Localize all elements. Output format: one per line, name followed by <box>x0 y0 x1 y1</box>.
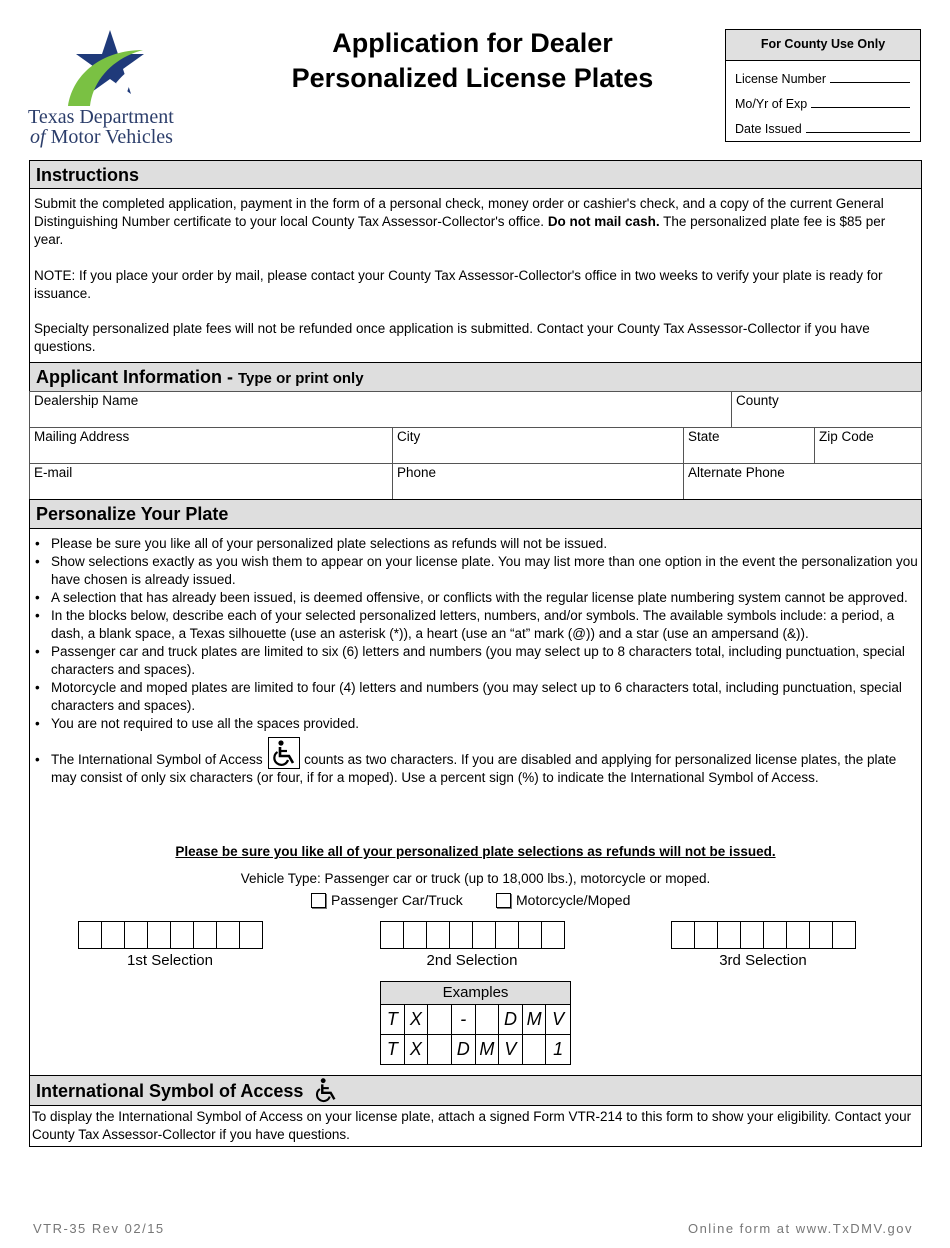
online-form-link: Online form at www.TxDMV.gov <box>687 1221 913 1236</box>
form-id: VTR-35 Rev 02/15 <box>33 1221 165 1236</box>
wheelchair-icon <box>268 737 300 769</box>
date-issued-field[interactable]: Date Issued <box>735 120 910 136</box>
table-row: T X - D M V <box>381 1005 570 1035</box>
motorcycle-option[interactable]: Motorcycle/Moped <box>496 892 630 908</box>
list-item: • Motorcycle and moped plates are limited to four (4) letters and numbers (you may select up to 6 characters total, including punctuation, special characters and spaces). <box>29 679 919 715</box>
list-item: • Show selections exactly as you wish them to appear on your license plate. You may list more than one option in the event the personalization you have chosen is already issued. <box>29 553 919 589</box>
isa-heading: International Symbol of Access <box>29 1075 922 1106</box>
first-selection-label: 1st Selection <box>127 952 213 969</box>
list-item: • In the blocks below, describe each of your selected personalized letters, numbers, and/or symbols. The available symbols include: a period, a dash, a blank space, a Texas silhouette (use an asterisk (*)), a heart (use an “at” mark (@)) and a star (use an ampersand (&)). <box>29 607 919 643</box>
motorcycle-checkbox[interactable] <box>496 893 511 908</box>
exp-field[interactable]: Mo/Yr of Exp <box>735 95 910 111</box>
first-selection-boxes[interactable] <box>78 921 263 949</box>
personalize-heading: Personalize Your Plate <box>29 499 922 529</box>
alternate-phone-field[interactable]: Alternate Phone <box>683 463 922 500</box>
list-item: • A selection that has already been issued, is deemed offensive, or conflicts with the regular license plate numbering system cannot be approved. <box>29 589 919 607</box>
refund-warning: Please be sure you like all of your personalized plate selections as refunds will not be issued. <box>175 844 776 859</box>
table-row: T X D M V 1 <box>381 1035 570 1064</box>
logo-line-1: Texas Department <box>28 106 174 128</box>
txdmv-logo <box>28 28 203 153</box>
wheelchair-icon <box>312 1076 340 1104</box>
zip-code-field[interactable]: Zip Code <box>814 427 922 464</box>
instructions-paragraph-2: NOTE: If you place your order by mail, please contact your County Tax Assessor-Collector's office in two weeks to verify your plate is ready for issuance. <box>34 268 883 301</box>
isa-text: To display the International Symbol of Access on your license plate, attach a signed Form VTR-214 to this form to show your eligibility. Contact your County Tax Assessor-Collector if you have questions. <box>32 1109 912 1142</box>
examples-table <box>380 981 571 1065</box>
license-number-field[interactable]: License Number <box>735 70 910 86</box>
state-field[interactable]: State <box>683 427 815 464</box>
instructions-heading: Instructions <box>29 160 922 189</box>
third-selection-label: 3rd Selection <box>719 952 807 969</box>
form-title: Application for Dealer Personalized License Plates <box>291 28 654 93</box>
applicant-heading: Applicant Information - Type or print only <box>29 362 922 392</box>
instructions-paragraph-1: Submit the completed application, payment in the form of a personal check, money order or cashier's check, and a copy of the current General Distinguishing Number certificate to your local County Tax Assessor-Collector's office. Do not mail cash. The personalized plate fee is $85 per year. <box>34 196 886 247</box>
list-item: • Please be sure you like all of your personalized plate selections as refunds will not be issued. <box>29 535 919 553</box>
mailing-address-field[interactable]: Mailing Address <box>29 427 393 464</box>
examples-heading: Examples <box>381 982 570 1005</box>
second-selection-boxes[interactable] <box>380 921 565 949</box>
logo-line-2: of Motor Vehicles <box>30 126 173 148</box>
list-item: • The International Symbol of Access counts as two characters. If you are disabled and applying for personalized license plates, the plate may consist of only six characters (or four, if for a moped). Use a percent sign (%) to indicate the International Symbol of Access. <box>29 751 919 787</box>
second-selection-label: 2nd Selection <box>426 952 518 969</box>
personalize-bullets <box>29 535 919 787</box>
vehicle-type-label: Vehicle Type: Passenger car or truck (up to 18,000 lbs.), motorcycle or moped. <box>240 871 711 886</box>
county-use-heading: For County Use Only <box>726 30 920 61</box>
county-use-box <box>725 29 921 142</box>
list-item: • You are not required to use all the spaces provided. <box>29 715 919 733</box>
county-field[interactable]: County <box>731 391 922 428</box>
star-logo-icon <box>28 28 158 108</box>
phone-field[interactable]: Phone <box>392 463 684 500</box>
list-item: • Passenger car and truck plates are limited to six (6) letters and numbers (you may select up to 8 characters total, including punctuation, special characters and spaces). <box>29 643 919 679</box>
third-selection-boxes[interactable] <box>671 921 856 949</box>
dealership-name-field[interactable]: Dealership Name <box>29 391 732 428</box>
passenger-car-checkbox[interactable] <box>311 893 326 908</box>
passenger-car-option[interactable]: Passenger Car/Truck <box>311 892 463 908</box>
email-field[interactable]: E-mail <box>29 463 393 500</box>
instructions-paragraph-3: Specialty personalized plate fees will not be refunded once application is submitted. Contact your County Tax Assessor-Collector if you have questions. <box>34 321 870 354</box>
city-field[interactable]: City <box>392 427 684 464</box>
